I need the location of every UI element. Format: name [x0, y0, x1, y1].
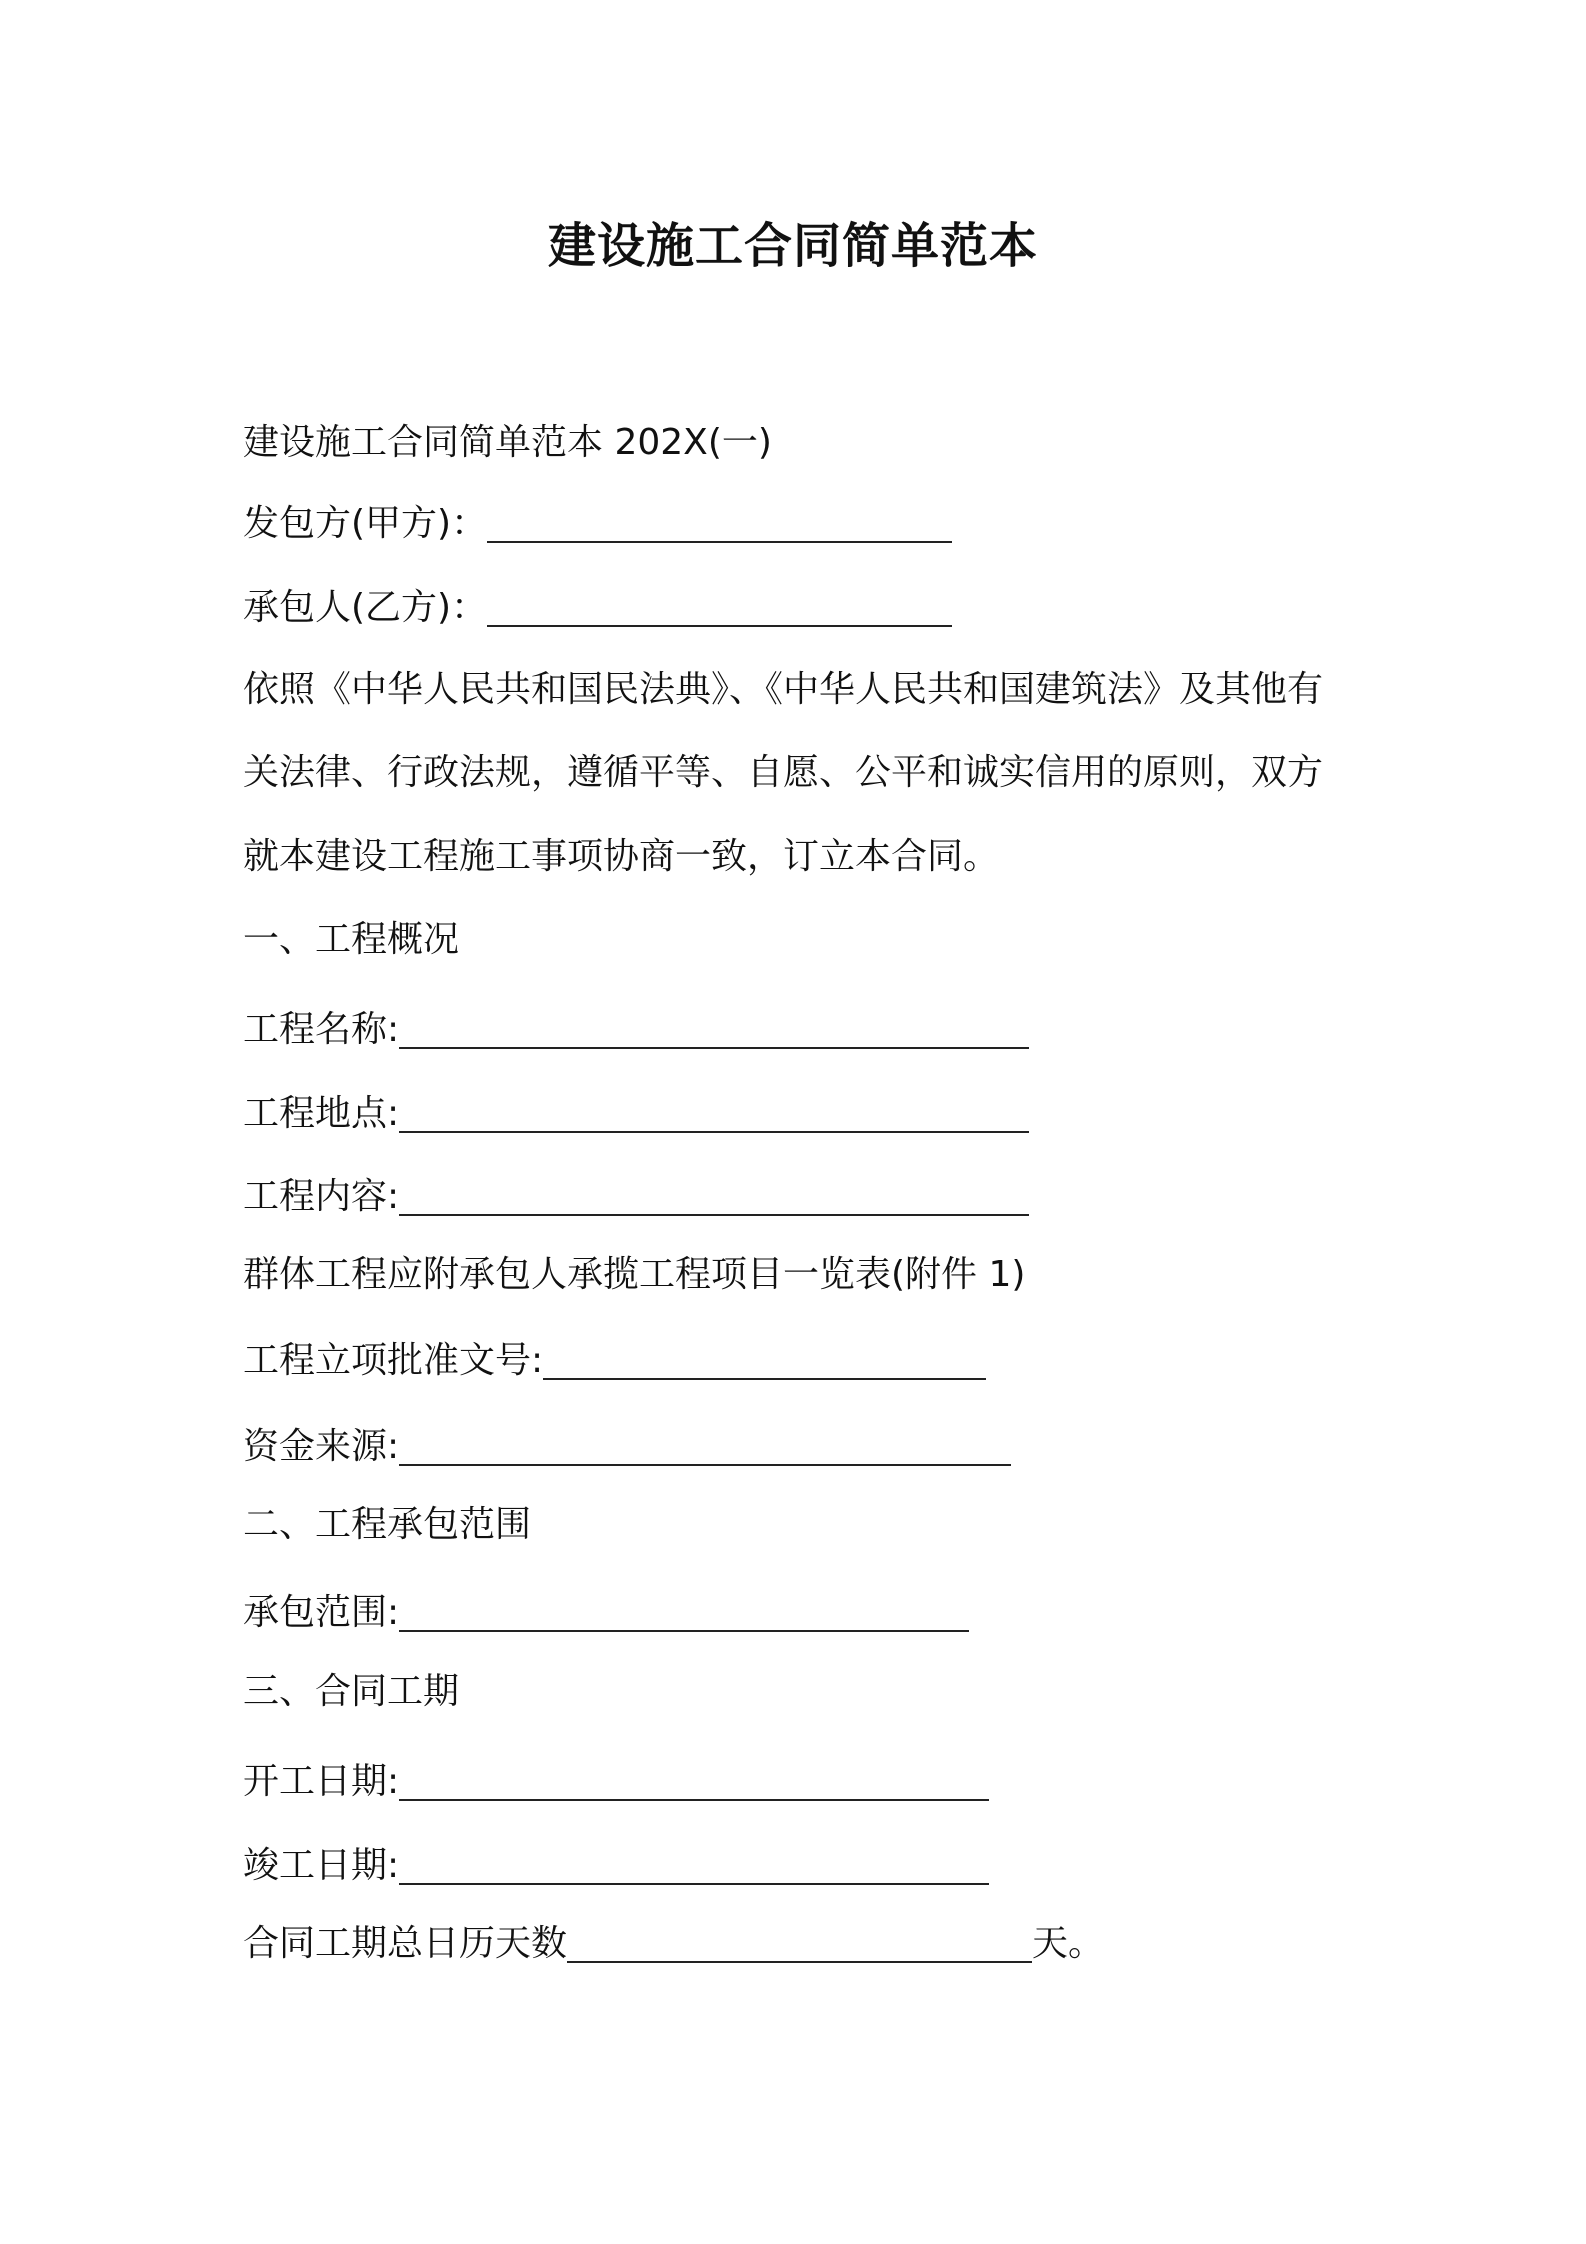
employer-blank[interactable]	[487, 503, 952, 543]
start-date-blank[interactable]	[399, 1761, 989, 1801]
completion-date-label: 竣工日期:	[243, 1845, 400, 1886]
start-date-label: 开工日期:	[243, 1761, 400, 1802]
fund-source-label: 资金来源:	[243, 1426, 400, 1467]
fund-source-blank[interactable]	[399, 1426, 1011, 1466]
project-name-blank[interactable]	[399, 1009, 1029, 1049]
scope-field	[243, 1587, 969, 1639]
start-date-field	[243, 1756, 989, 1808]
contractor-blank[interactable]	[487, 587, 952, 627]
project-name-field	[243, 1004, 1029, 1056]
scope-blank[interactable]	[399, 1592, 969, 1632]
contractor-label: 承包人(乙方)：	[243, 587, 488, 628]
total-days-field	[243, 1918, 1104, 1970]
project-location-label: 工程地点:	[243, 1093, 400, 1134]
project-name-label: 工程名称:	[243, 1009, 400, 1050]
section-1-title: 一、工程概况	[243, 919, 460, 960]
contract-heading: 建设施工合同简单范本 202X(一)	[243, 422, 772, 463]
employer-field	[243, 498, 952, 550]
group-project-note: 群体工程应附承包人承揽工程项目一览表(附件 1)	[243, 1254, 1026, 1295]
project-location-field	[243, 1088, 1029, 1140]
total-days-blank[interactable]	[567, 1923, 1032, 1963]
project-content-label: 工程内容:	[243, 1176, 400, 1217]
total-days-suffix: 天。	[1032, 1923, 1105, 1964]
employer-label: 发包方(甲方)：	[243, 503, 488, 544]
contractor-field	[243, 582, 952, 634]
approval-doc-field	[243, 1335, 986, 1387]
approval-doc-label: 工程立项批准文号:	[243, 1340, 544, 1381]
project-content-blank[interactable]	[399, 1176, 1029, 1216]
approval-doc-blank[interactable]	[543, 1340, 986, 1380]
completion-date-blank[interactable]	[399, 1845, 989, 1885]
completion-date-field	[243, 1840, 989, 1892]
project-content-field	[243, 1171, 1029, 1223]
total-days-label: 合同工期总日历天数	[243, 1923, 568, 1964]
fund-source-field	[243, 1421, 1011, 1473]
document-title: 建设施工合同简单范本	[547, 218, 1038, 274]
section-2-title: 二、工程承包范围	[243, 1504, 532, 1545]
section-3-title: 三、合同工期	[243, 1671, 460, 1712]
scope-label: 承包范围:	[243, 1592, 400, 1633]
preamble-line-3: 就本建设工程施工事项协商一致，订立本合同。	[243, 836, 1000, 877]
project-location-blank[interactable]	[399, 1093, 1029, 1133]
preamble-line-2: 关法律、行政法规，遵循平等、自愿、公平和诚实信用的原则，双方	[243, 752, 1324, 793]
preamble-line-1: 依照《中华人民共和国民法典》、《中华人民共和国建筑法》及其他有	[243, 669, 1324, 710]
